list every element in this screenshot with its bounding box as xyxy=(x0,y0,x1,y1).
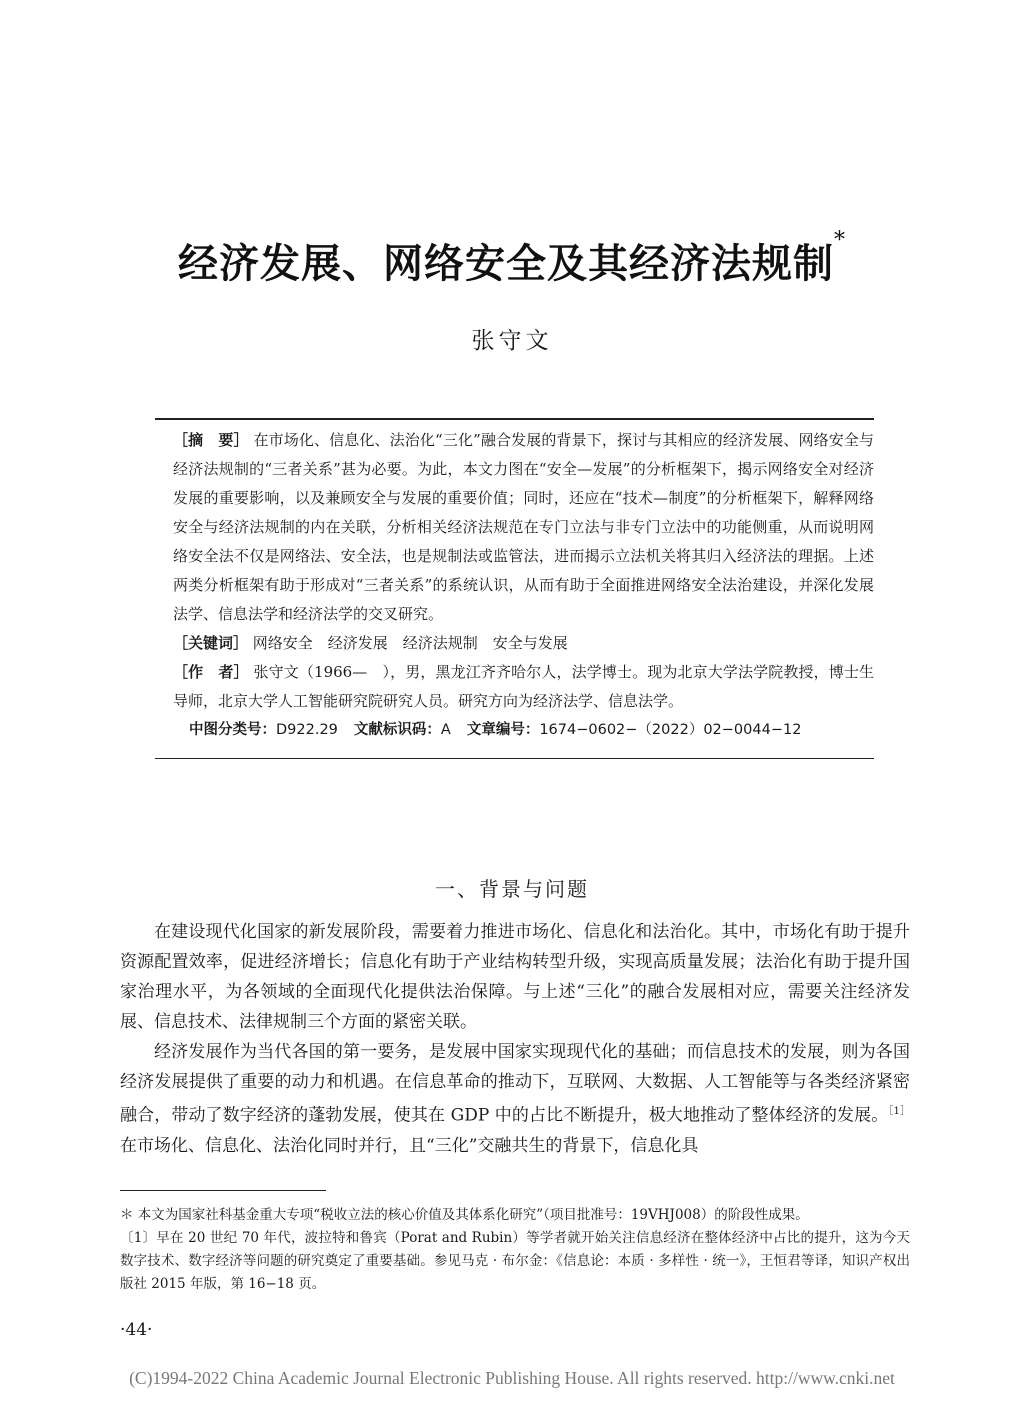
footnotes xyxy=(120,1204,910,1296)
keywords-paragraph xyxy=(155,629,874,658)
article-author: 张守文 xyxy=(471,328,553,354)
body-paragraph-2-part-a: 经济发展作为当代各国的第一要务，是发展中国家实现现代化的基础；而信息技术的发展，则为各国经济发展提供了重要的动力和机遇。在信息革命的推动下，互联网、大数据、人工智能等与各类经济紧密融合，带动了数字经济的蓬勃发展，使其在 GDP 中的占比不断提升，极大地推动了整体经济的发展。 xyxy=(120,1042,910,1126)
keywords-label: ［关键词］ xyxy=(173,634,249,652)
title-footnote-mark: * xyxy=(834,228,846,253)
doc-code-label: 文献标识码： xyxy=(353,722,441,738)
footnote-star: ＊ 本文为国家社科基金重大专项“税收立法的核心价值及其体系化研究”（项目批准号：19VHJ008）的阶段性成果。 xyxy=(120,1207,809,1223)
author-info-paragraph xyxy=(155,658,874,716)
footnote-reference[interactable]: ［1］ xyxy=(888,1106,910,1117)
copyright-footer: (C)1994-2022 China Academic Journal Electronic Publishing House. All rights reserved. http://www.cnki.net xyxy=(129,1368,895,1388)
body-paragraph-2 xyxy=(120,1037,910,1161)
abstract-text: 在市场化、信息化、法治化“三化”融合发展的背景下，探讨与其相应的经济发展、网络安全与经济法规制的“三者关系”甚为必要。为此，本文力图在“安全—发展”的分析框架下，揭示网络安全对经济发展的重要影响，以及兼顾安全与发展的重要价值；同时，还应在“技术—制度”的分析框架下，解释网络安全与经济法规制的内在关联，分析相关经济法规范在专门立法与非专门立法中的功能侧重，从而说明网络安全法不仅是网络法、安全法，也是规制法或监管法，进而揭示立法机关将其归入经济法的理据。上述两类分析框架有助于形成对“三者关系”的系统认识，从而有助于全面推进网络安全法治建设，并深化发展法学、信息法学和经济法学的交叉研究。 xyxy=(173,431,874,623)
classification-line xyxy=(155,716,874,745)
body-text xyxy=(120,917,910,1161)
author-info-label: ［作 者］ xyxy=(173,663,249,681)
article-title-text: 经济发展、网络安全及其经济法规制 xyxy=(178,240,834,287)
body-paragraph-1: 在建设现代化国家的新发展阶段，需要着力推进市场化、信息化和法治化。其中，市场化有助于提升资源配置效率，促进经济增长；信息化有助于产业结构转型升级，实现高质量发展；法治化有助于提升国家治理水平，为各领域的全面现代化提供法治保障。与上述“三化”的融合发展相对应，需要关注经济发展、信息技术、法律规制三个方面的紧密关联。 xyxy=(120,922,910,1032)
clc-value: D922.29 xyxy=(276,722,338,738)
doc-code-value: A xyxy=(440,722,451,738)
section-heading: 一、背景与问题 xyxy=(435,877,589,901)
footnote-1: 〔1〕早在 20 世纪 70 年代，波拉特和鲁宾（Porat and Rubin）等学者就开始关注信息经济在整体经济中占比的提升，这为今天数字技术、数字经济等问题的研究奠定了重要基础。参见马克 · 布尔金：《信息论：本质 · 多样性 · 统一》，王恒君等译，知识产权出版社 2015 年版，第 16−18 页。 xyxy=(120,1230,910,1292)
abstract-bottom-rule xyxy=(155,758,874,759)
article-title xyxy=(0,228,1024,289)
article-number-value: 1674−0602−（2022）02−0044−12 xyxy=(539,722,802,738)
body-paragraph-2-part-b: 在市场化、信息化、法治化同时并行，且“三化”交融共生的背景下，信息化具 xyxy=(120,1135,699,1156)
keywords-text: 网络安全 经济发展 经济法规制 安全与发展 xyxy=(252,634,568,652)
article-number-label: 文章编号： xyxy=(466,722,540,738)
abstract-label: ［摘 要］ xyxy=(173,431,249,449)
abstract-paragraph xyxy=(155,426,874,629)
footnote-rule xyxy=(120,1190,326,1191)
author-info-text: 张守文（1966— ），男，黑龙江齐齐哈尔人，法学博士。现为北京大学法学院教授，博士生导师，北京大学人工智能研究院研究人员。研究方向为经济法学、信息法学。 xyxy=(173,663,874,710)
clc-label: 中图分类号： xyxy=(189,722,276,738)
page-number: ·44· xyxy=(120,1320,153,1340)
abstract-top-rule xyxy=(155,418,874,420)
abstract-block xyxy=(155,426,874,745)
